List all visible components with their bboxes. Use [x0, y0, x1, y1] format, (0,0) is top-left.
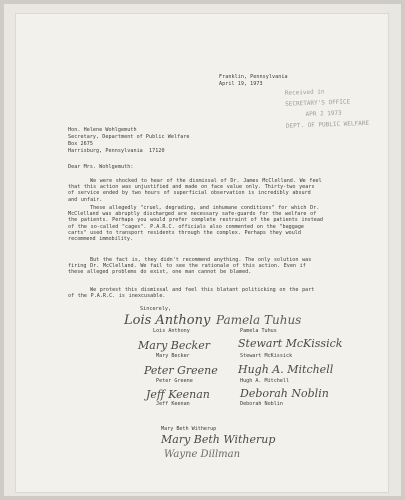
salutation: Dear Mrs. Wohlgemuth:	[68, 164, 134, 170]
received-stamp	[285, 84, 388, 167]
signature-additional: Wayne Dillman	[164, 449, 241, 460]
body-paragraph: But the fact is, they didn't recommend anything. The only solution was firing Dr. McClelland. We fail to see the rationale of this action. Even if these alleged problems do exist, one man cannot be blamed.	[68, 257, 312, 276]
signature-mary-becker: Mary Becker	[138, 339, 210, 352]
signature-pamela-tuhus: Pamela Tuhus	[216, 313, 302, 327]
signature-jeff-keenan: Jeff Keenan	[146, 388, 210, 401]
letter-page	[16, 14, 388, 492]
recipient-line: Secretary, Department of Public Welfare	[68, 134, 190, 140]
stamp-line-2: SECRETARY'S OFFICE	[285, 98, 351, 108]
signatory-name: Peter Greene	[156, 378, 193, 384]
signatory-name: Mary Becker	[156, 353, 190, 359]
letter-place: Franklin, Pennsylvania	[219, 74, 288, 80]
stamp-line-3: APR 2 1973	[305, 109, 342, 119]
signature-stewart-mckissick: Stewart McKissick	[238, 337, 343, 350]
stamp-line-4: DEPT. OF PUBLIC WELFARE	[285, 119, 370, 130]
signature-peter-greene: Peter Greene	[144, 364, 218, 377]
stamp-line-1: Received in	[284, 88, 325, 97]
signatory-name: Pamela Tuhus	[240, 328, 277, 334]
recipient-line: Box 2675	[68, 141, 93, 147]
signatory-name: Hugh A. Mitchell	[240, 378, 290, 384]
scan-background	[4, 4, 401, 496]
closing: Sincerely,	[140, 306, 172, 312]
signatory-name: Mary Beth Witherup	[161, 426, 217, 432]
signatory-name: Stewart McKissick	[240, 353, 293, 359]
body-paragraph: We protest this dismissal and feel this blatant politicking on the part of the P.A.R.C. is inexcusable.	[68, 287, 315, 300]
signatory-name: Lois Anthony	[153, 328, 190, 334]
signatory-name: Deborah Noblin	[240, 401, 283, 407]
signature-hugh-mitchell: Hugh A. Mitchell	[238, 363, 334, 376]
signatory-name: Jeff Keenan	[156, 401, 190, 407]
signature-deborah-noblin: Deborah Noblin	[240, 387, 329, 400]
body-paragraph: We were shocked to hear of the dismissal of Dr. James McClelland. We feel that this action was unjustified and made on face value only. Thirty-two years of service ended by two hours of superficial observation is incredibly absurd and unfair.	[68, 178, 322, 203]
signature-mary-beth-witherup: Mary Beth Witherup	[161, 433, 276, 446]
signature-lois-anthony: Lois Anthony	[124, 313, 211, 328]
recipient-line: Hon. Helene Wohlgemuth	[68, 127, 137, 133]
recipient-line: Harrisburg, Pennsylvania 17120	[68, 148, 165, 154]
body-paragraph: These allegedly "cruel, degrading, and inhumane conditions" for which Dr. McClelland was abruptly discharged are necessary safe-guards for the welfare of the patients. Perhaps you would prefer complete restraint of the patients instead of the so-called "cages". P.A.R.C. officials also commented on the "baggage carts" used to transport residents through the complex. Perhaps they would recommend immobility.	[68, 205, 324, 243]
letter-date: April 19, 1973	[219, 81, 263, 87]
